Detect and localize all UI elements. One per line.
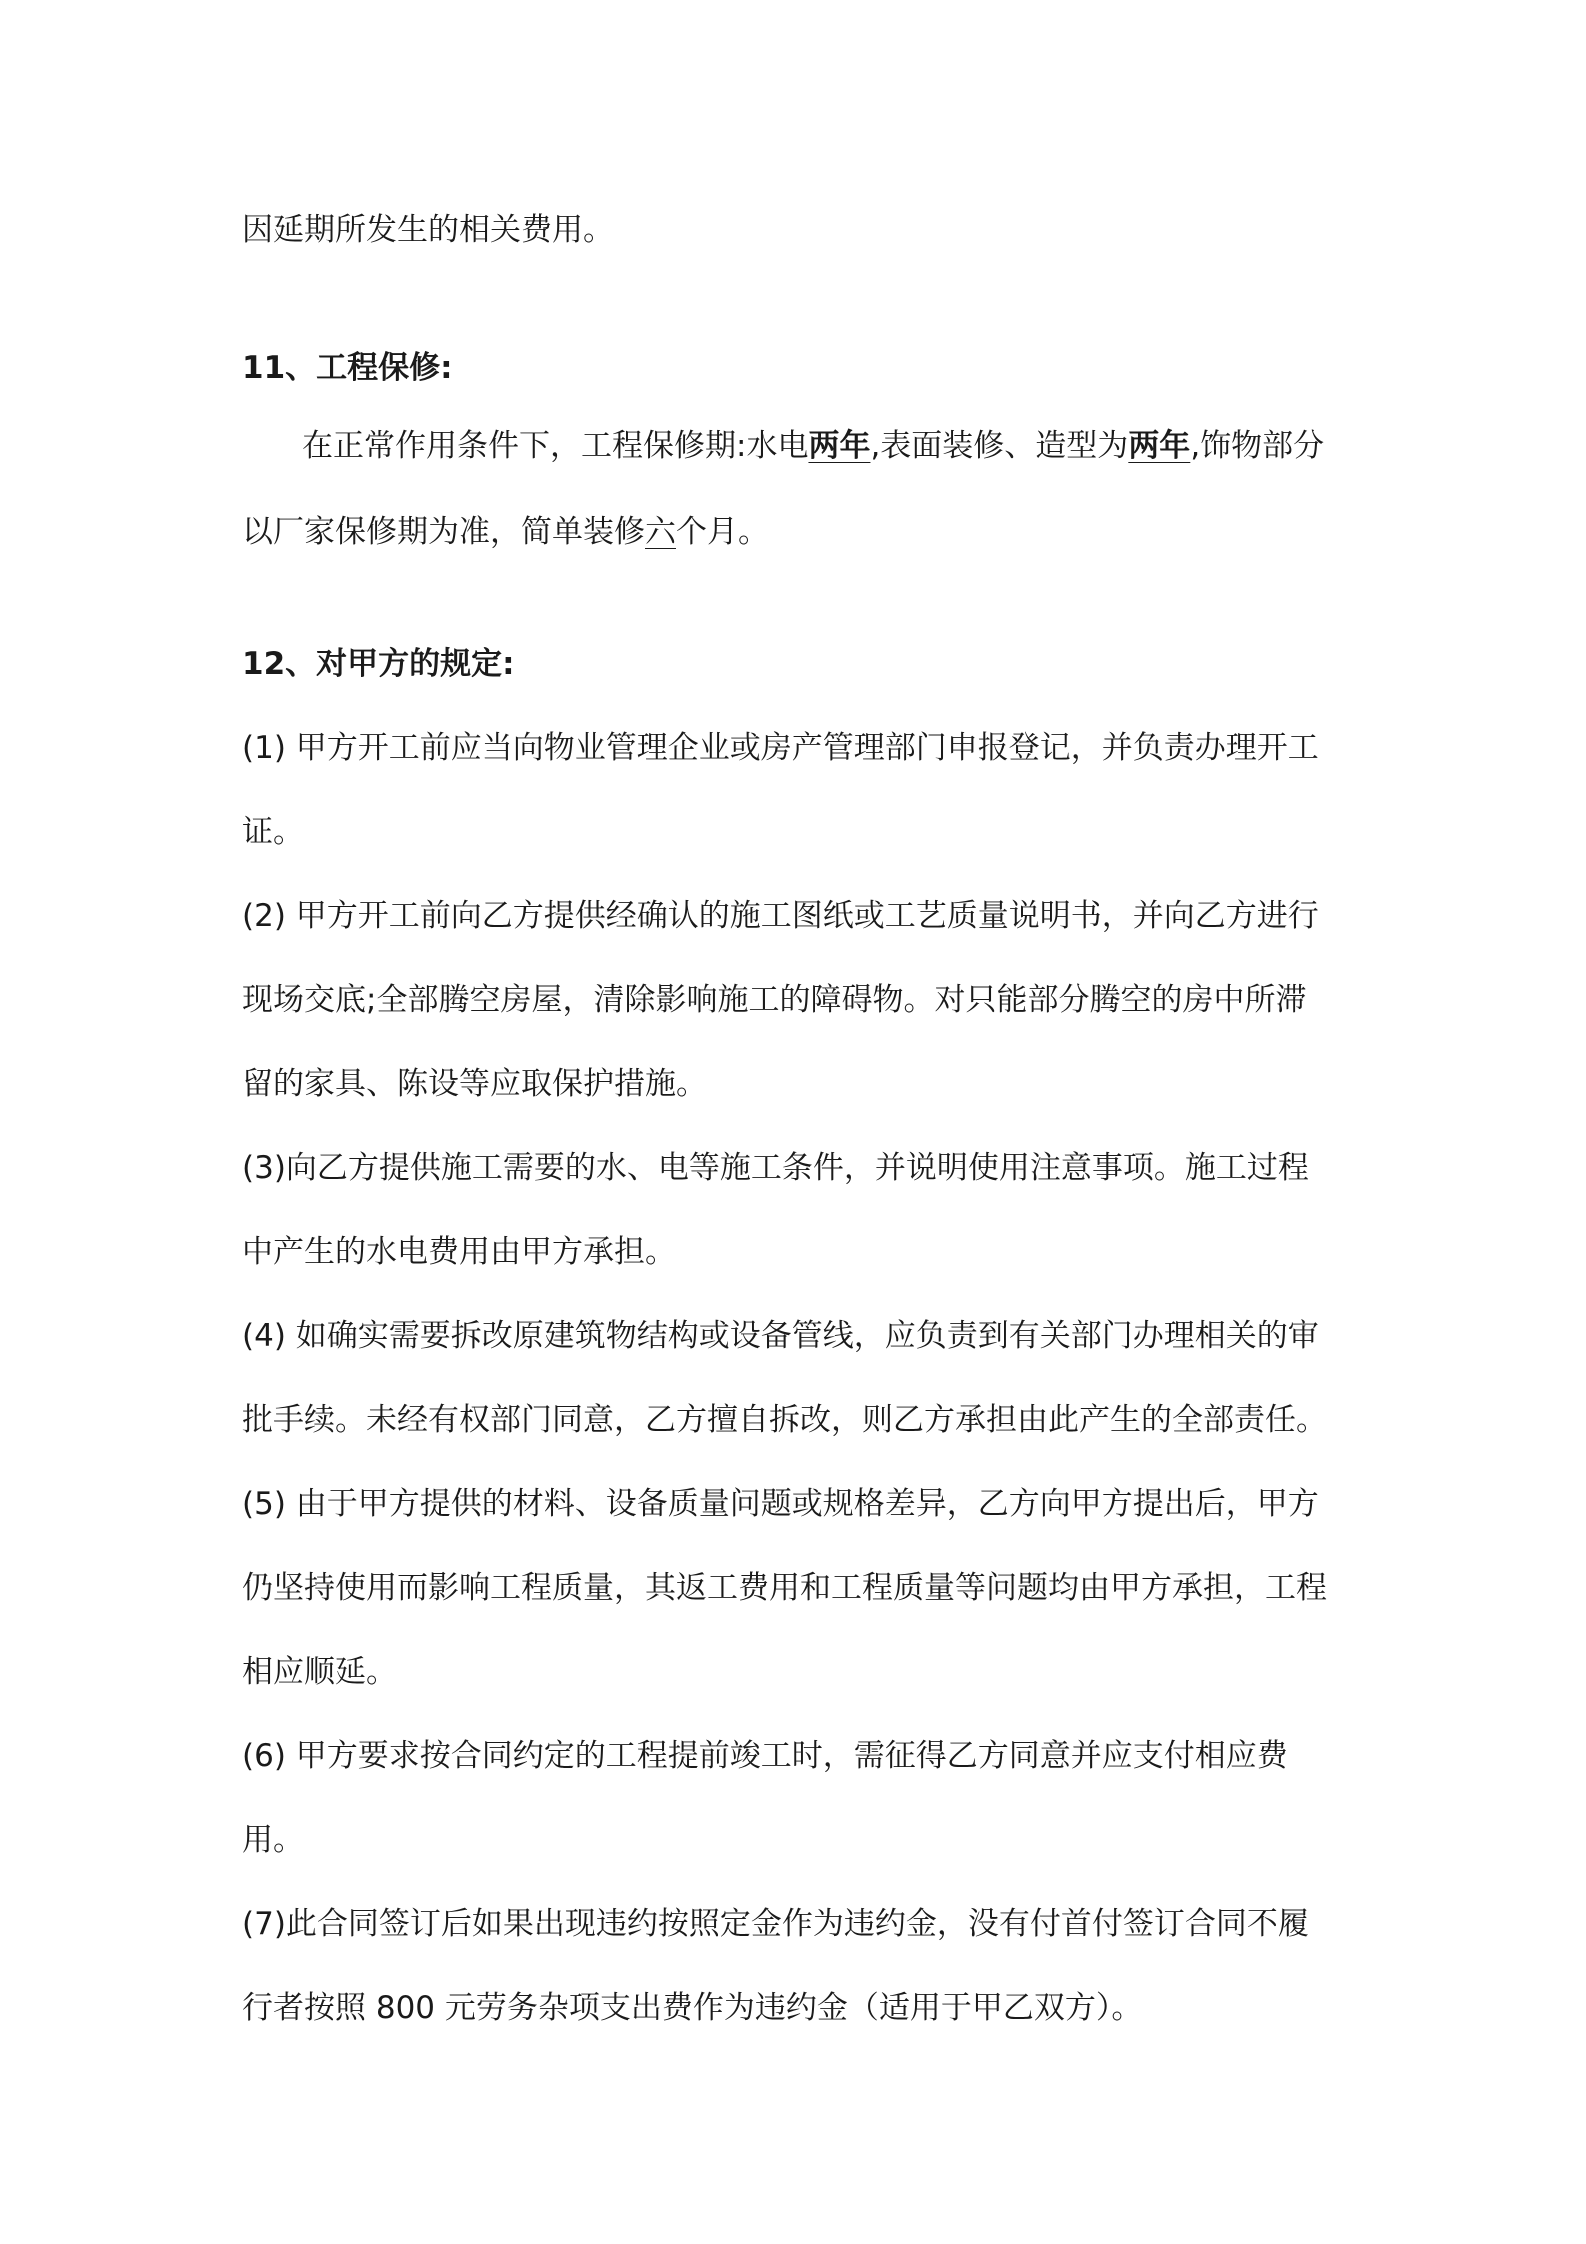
warranty-period-finishing: 两年 bbox=[1128, 428, 1191, 464]
section-11-paragraph-line-2 bbox=[242, 510, 769, 554]
section-12-line: 现场交底;全部腾空房屋，清除影响施工的障碍物。对只能部分腾空的房中所滞 bbox=[242, 982, 1307, 1018]
text-run: 以厂家保修期为准，简单装修 bbox=[242, 514, 645, 550]
text-run: 在正常作用条件下，工程保修期:水电 bbox=[302, 428, 809, 464]
section-11-heading: 11、工程保修: bbox=[242, 350, 453, 386]
section-12-line: 用。 bbox=[242, 1822, 304, 1858]
section-12-line: 行者按照 800 元劳务杂项支出费作为违约金（适用于甲乙双方）。 bbox=[242, 1990, 1143, 2026]
section-12-line: (2) 甲方开工前向乙方提供经确认的施工图纸或工艺质量说明书，并向乙方进行 bbox=[242, 898, 1319, 934]
section-12-heading: 12、对甲方的规定: bbox=[242, 646, 515, 682]
text-run: ,饰物部分 bbox=[1190, 428, 1325, 464]
warranty-period-utilities: 两年 bbox=[808, 428, 871, 464]
section-12-line: 相应顺延。 bbox=[242, 1654, 397, 1690]
text-run: ,表面装修、造型为 bbox=[870, 428, 1129, 464]
section-12-line: (6) 甲方要求按合同约定的工程提前竣工时，需征得乙方同意并应支付相应费 bbox=[242, 1738, 1288, 1774]
text-run: 个月。 bbox=[676, 514, 769, 550]
section-12-line: (1) 甲方开工前应当向物业管理企业或房产管理部门申报登记，并负责办理开工 bbox=[242, 730, 1319, 766]
section-12-line: 留的家具、陈设等应取保护措施。 bbox=[242, 1066, 707, 1102]
section-11-paragraph-line-1 bbox=[302, 424, 1324, 468]
carryover-line: 因延期所发生的相关费用。 bbox=[242, 212, 614, 248]
section-12-line: (3)向乙方提供施工需要的水、电等施工条件，并说明使用注意事项。施工过程 bbox=[242, 1150, 1309, 1186]
section-12-line: (7)此合同签订后如果出现违约按照定金作为违约金，没有付首付签订合同不履 bbox=[242, 1906, 1309, 1942]
section-12-line: 仍坚持使用而影响工程质量，其返工费用和工程质量等问题均由甲方承担，工程 bbox=[242, 1570, 1327, 1606]
section-12-line: (4) 如确实需要拆改原建筑物结构或设备管线，应负责到有关部门办理相关的审 bbox=[242, 1318, 1319, 1354]
section-12-line: (5) 由于甲方提供的材料、设备质量问题或规格差异，乙方向甲方提出后，甲方 bbox=[242, 1486, 1319, 1522]
warranty-period-simple: 六 bbox=[645, 514, 676, 550]
section-12-line: 中产生的水电费用由甲方承担。 bbox=[242, 1234, 676, 1270]
section-12-line: 证。 bbox=[242, 814, 304, 850]
section-12-line: 批手续。未经有权部门同意，乙方擅自拆改，则乙方承担由此产生的全部责任。 bbox=[242, 1402, 1327, 1438]
